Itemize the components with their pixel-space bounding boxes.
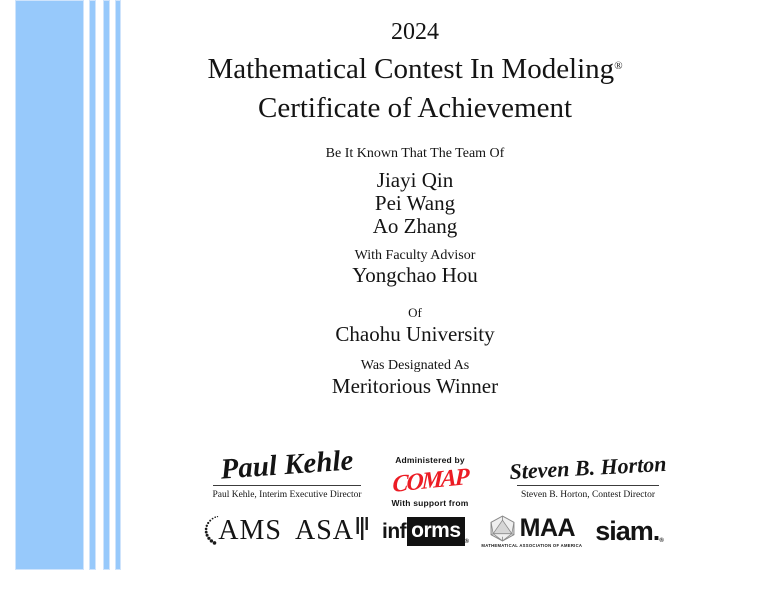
of-label: Of	[408, 305, 422, 320]
decorative-stripe-wide	[15, 0, 84, 570]
signature-handwriting-steven-horton: Steven B. Horton	[508, 450, 668, 485]
asa-logo	[295, 516, 369, 546]
registered-trademark-symbol: ®	[464, 538, 469, 545]
asa-label: ASA	[294, 515, 354, 546]
maa-icosahedron-icon	[489, 515, 516, 542]
certificate-title-text: Mathematical Contest In Modeling	[207, 53, 615, 85]
institution-name: Chaohu University	[335, 322, 495, 346]
certificate-year: 2024	[391, 19, 439, 45]
registered-trademark-symbol: ®	[614, 60, 623, 72]
registered-trademark-symbol: ®	[659, 538, 663, 544]
designation-title: Meritorious Winner	[331, 374, 499, 398]
siam-label: siam.	[595, 516, 660, 546]
administered-by-label: Administered by	[395, 455, 465, 465]
decorative-stripe-thin-1	[89, 0, 96, 570]
team-member-name: Ao Zhang	[372, 214, 458, 238]
maa-caption: MATHEMATICAL ASSOCIATION OF AMERICA	[481, 542, 583, 548]
signature-caption: Steven B. Horton, Contest Director	[520, 490, 656, 500]
informs-label-boxed: orms	[407, 517, 464, 546]
support-from-label: With support from	[391, 498, 469, 508]
signature-caption: Paul Kehle, Interim Executive Director	[212, 490, 362, 500]
ams-label: AMS	[218, 515, 282, 546]
maa-label: MAA	[519, 514, 576, 542]
decorative-stripe-thin-3	[115, 0, 121, 570]
signature-handwriting-paul-kehle: Paul Kehle	[219, 444, 355, 486]
ams-logo	[202, 514, 282, 548]
informs-label-prefix: inf	[381, 519, 407, 543]
decorative-stripe-thin-2	[103, 0, 110, 570]
sponsor-logos-row	[86, 509, 779, 553]
team-member-name: Jiayi Qin	[376, 168, 454, 192]
designation-intro-label: Was Designated As	[360, 358, 470, 373]
team-member-name: Pei Wang	[374, 191, 456, 215]
team-intro-label: Be It Known That The Team Of	[325, 146, 505, 161]
advisor-name: Yongchao Hou	[352, 263, 478, 287]
advisor-intro-label: With Faculty Advisor	[354, 248, 476, 263]
comap-logo: COMAP	[392, 463, 468, 499]
administration-block	[377, 455, 483, 508]
asa-bars-icon	[356, 516, 369, 544]
siam-logo	[595, 517, 662, 545]
signature-block-contest-director	[508, 452, 668, 500]
maa-logo	[481, 515, 582, 548]
signature-block-executive-director	[204, 444, 370, 500]
informs-logo	[382, 517, 468, 546]
certificate-subtitle: Certificate of Achievement	[257, 92, 573, 124]
certificate-title	[135, 53, 695, 85]
